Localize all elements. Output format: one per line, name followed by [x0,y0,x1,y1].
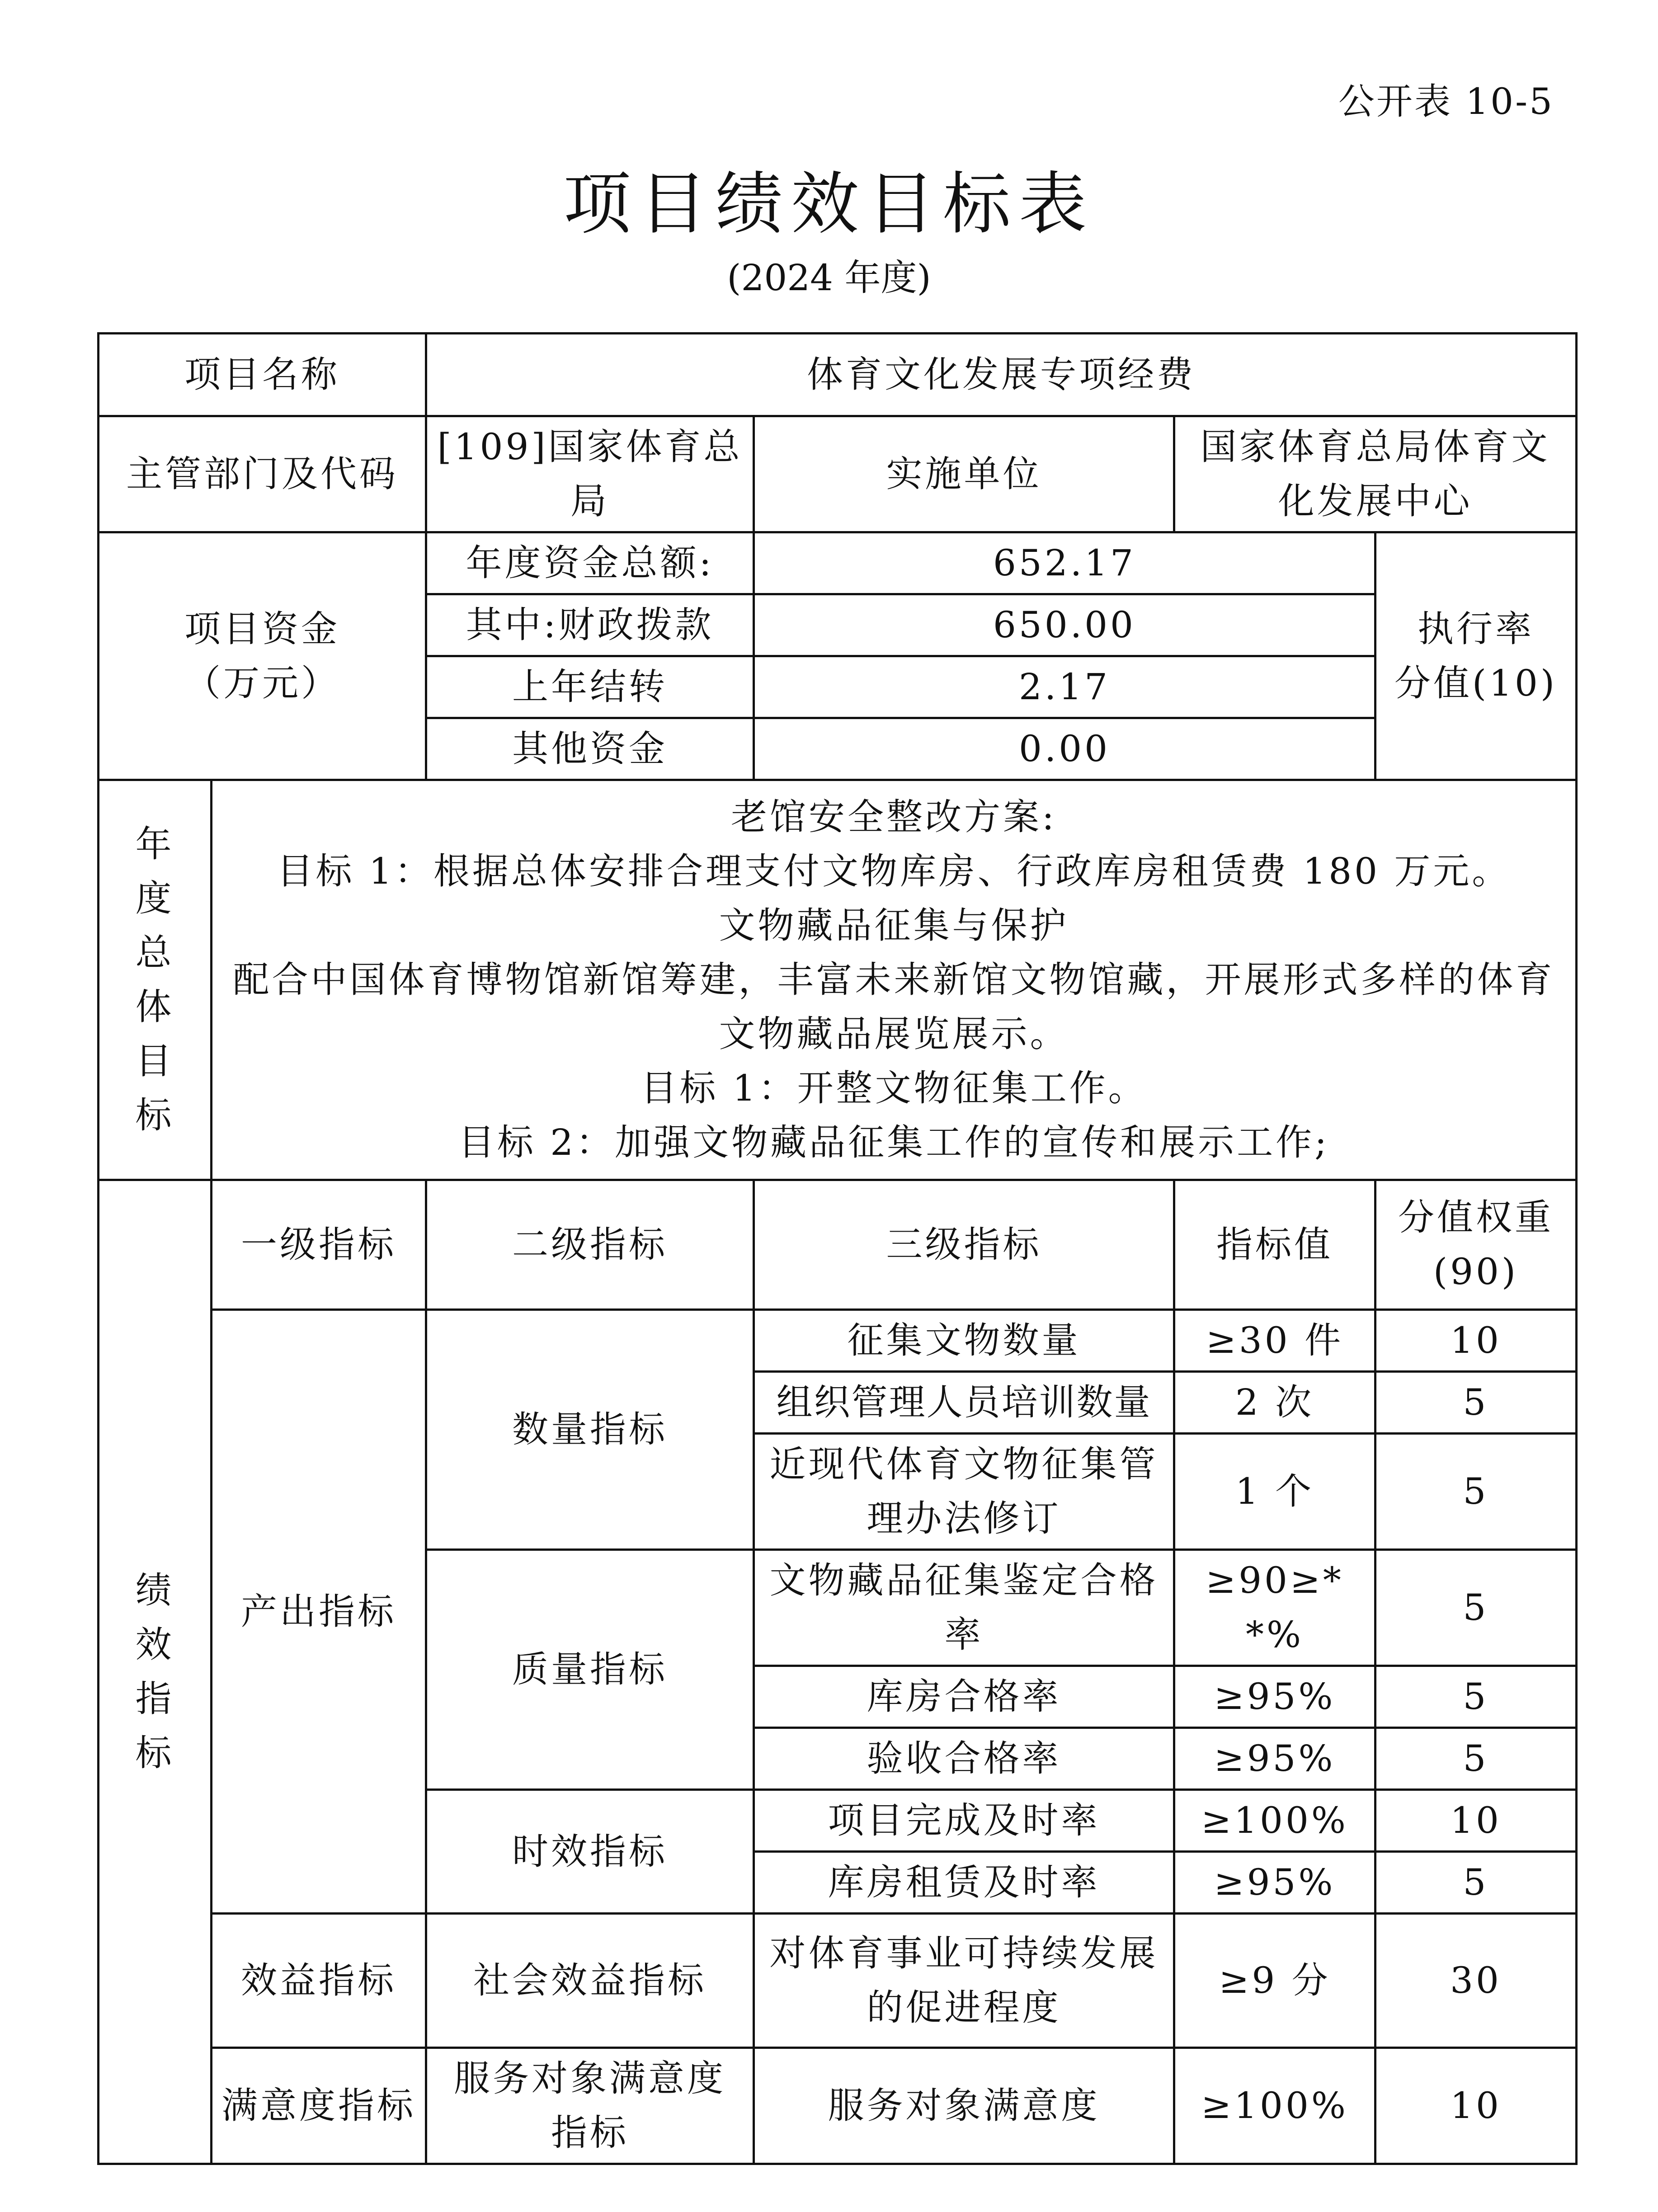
indicator-value: ≥30 件 [1174,1310,1375,1372]
execution-rate-line1: 执行率 [1418,607,1534,650]
indicator-name: 项目完成及时率 [754,1790,1174,1852]
annual-goal-char: 年 [135,823,174,865]
indicator-value: ≥100% [1174,2048,1375,2164]
project-funds-label-line1: 项目资金 [184,607,340,650]
execution-rate-line2: 分值(10) [1394,662,1558,704]
funds-carryover-label: 上年结转 [426,656,754,718]
indicator-value: 1 个 [1174,1434,1375,1550]
annual-goal-char: 体 [135,986,174,1028]
indicator-weight: 5 [1375,1852,1577,1914]
annual-goal-char: 度 [135,877,174,919]
indicator-section-char: 效 [135,1624,174,1666]
funds-other-label: 其他资金 [426,718,754,780]
indicator-name: 库房租赁及时率 [754,1852,1174,1914]
header-value: 指标值 [1174,1180,1375,1310]
implementing-unit-label: 实施单位 [754,416,1174,532]
satisfaction-indicator-label: 满意度指标 [212,2048,426,2164]
output-indicator-label: 产出指标 [212,1310,426,1914]
indicator-weight: 10 [1375,1310,1577,1372]
performance-target-table [97,332,1578,2165]
annual-goal-char: 目 [135,1040,174,1082]
annual-goal-char: 标 [135,1094,174,1136]
page-subtitle-year: (2024 年度) [727,257,931,299]
funds-total-label: 年度资金总额: [426,532,754,594]
indicator-name: 文物藏品征集鉴定合格率 [754,1550,1174,1666]
quality-indicator-label: 质量指标 [426,1550,754,1790]
header-level1: 一级指标 [212,1180,426,1310]
annual-goal-label [99,780,212,1180]
indicator-value: ≥95% [1174,1728,1375,1790]
indicator-name: 库房合格率 [754,1666,1174,1728]
indicator-section-char: 指 [135,1678,174,1720]
goal-line: 老馆安全整改方案: [731,796,1057,838]
header-weight-line1: 分值权重 [1398,1196,1554,1238]
project-name-value: 体育文化发展专项经费 [426,334,1577,416]
page-title: 项目绩效目标表 [563,165,1095,244]
indicator-weight: 5 [1375,1666,1577,1728]
goal-line: 目标 1：开整文物征集工作。 [641,1067,1147,1109]
indicator-section-char: 绩 [135,1569,174,1611]
header-level2: 二级指标 [426,1180,754,1310]
indicator-weight: 5 [1375,1434,1577,1550]
funds-total-value: 652.17 [754,532,1375,594]
project-name-label: 项目名称 [99,334,426,416]
indicator-name: 验收合格率 [754,1728,1174,1790]
form-number: 公开表 10-5 [1338,80,1554,122]
indicator-weight: 5 [1375,1550,1577,1666]
indicator-value: ≥100% [1174,1790,1375,1852]
indicator-weight: 5 [1375,1728,1577,1790]
performance-indicators-label [99,1180,212,2164]
funds-fiscal-value: 650.00 [754,594,1375,656]
indicator-weight: 5 [1375,1372,1577,1434]
goal-line: 目标 1：根据总体安排合理支付文物库房、行政库房租赁费 180 万元。 [277,850,1511,892]
department-value: [109]国家体育总局 [426,416,754,532]
goal-line: 配合中国体育博物馆新馆筹建，丰富未来新馆文物馆藏，开展形式多样的体育文物藏品展览展示。 [233,959,1555,1055]
project-funds-label-line2: （万元） [184,662,340,704]
department-label: 主管部门及代码 [99,416,426,532]
indicator-value: ≥9 分 [1174,1914,1375,2048]
goal-line: 文物藏品征集与保护 [719,904,1069,946]
header-weight [1375,1180,1577,1310]
indicator-section-char: 标 [135,1732,174,1774]
indicator-weight: 10 [1375,1790,1577,1852]
goal-line: 目标 2：加强文物藏品征集工作的宣传和展示工作; [458,1121,1330,1163]
indicator-value: ≥90≥**% [1174,1550,1375,1666]
header-weight-line2: (90) [1433,1251,1519,1293]
indicator-name: 对体育事业可持续发展的促进程度 [754,1914,1174,2048]
annual-goal-content [212,780,1577,1180]
indicator-name: 近现代体育文物征集管理办法修订 [754,1434,1174,1550]
indicator-weight: 10 [1375,2048,1577,2164]
social-benefit-indicator-label: 社会效益指标 [426,1914,754,2048]
indicator-name: 组织管理人员培训数量 [754,1372,1174,1434]
indicator-name: 服务对象满意度 [754,2048,1174,2164]
indicator-name: 征集文物数量 [754,1310,1174,1372]
indicator-value: ≥95% [1174,1852,1375,1914]
client-satisfaction-indicator-label: 服务对象满意度指标 [426,2048,754,2164]
implementing-unit-value: 国家体育总局体育文化发展中心 [1174,416,1577,532]
funds-carryover-value: 2.17 [754,656,1375,718]
funds-other-value: 0.00 [754,718,1375,780]
benefit-indicator-label: 效益指标 [212,1914,426,2048]
indicator-value: 2 次 [1174,1372,1375,1434]
annual-goal-char: 总 [135,932,174,974]
funds-fiscal-label: 其中:财政拨款 [426,594,754,656]
execution-rate-score [1375,532,1577,780]
indicator-value: ≥95% [1174,1666,1375,1728]
timeliness-indicator-label: 时效指标 [426,1790,754,1914]
quantity-indicator-label: 数量指标 [426,1310,754,1550]
header-level3: 三级指标 [754,1180,1174,1310]
indicator-weight: 30 [1375,1914,1577,2048]
project-funds-label [99,532,426,780]
